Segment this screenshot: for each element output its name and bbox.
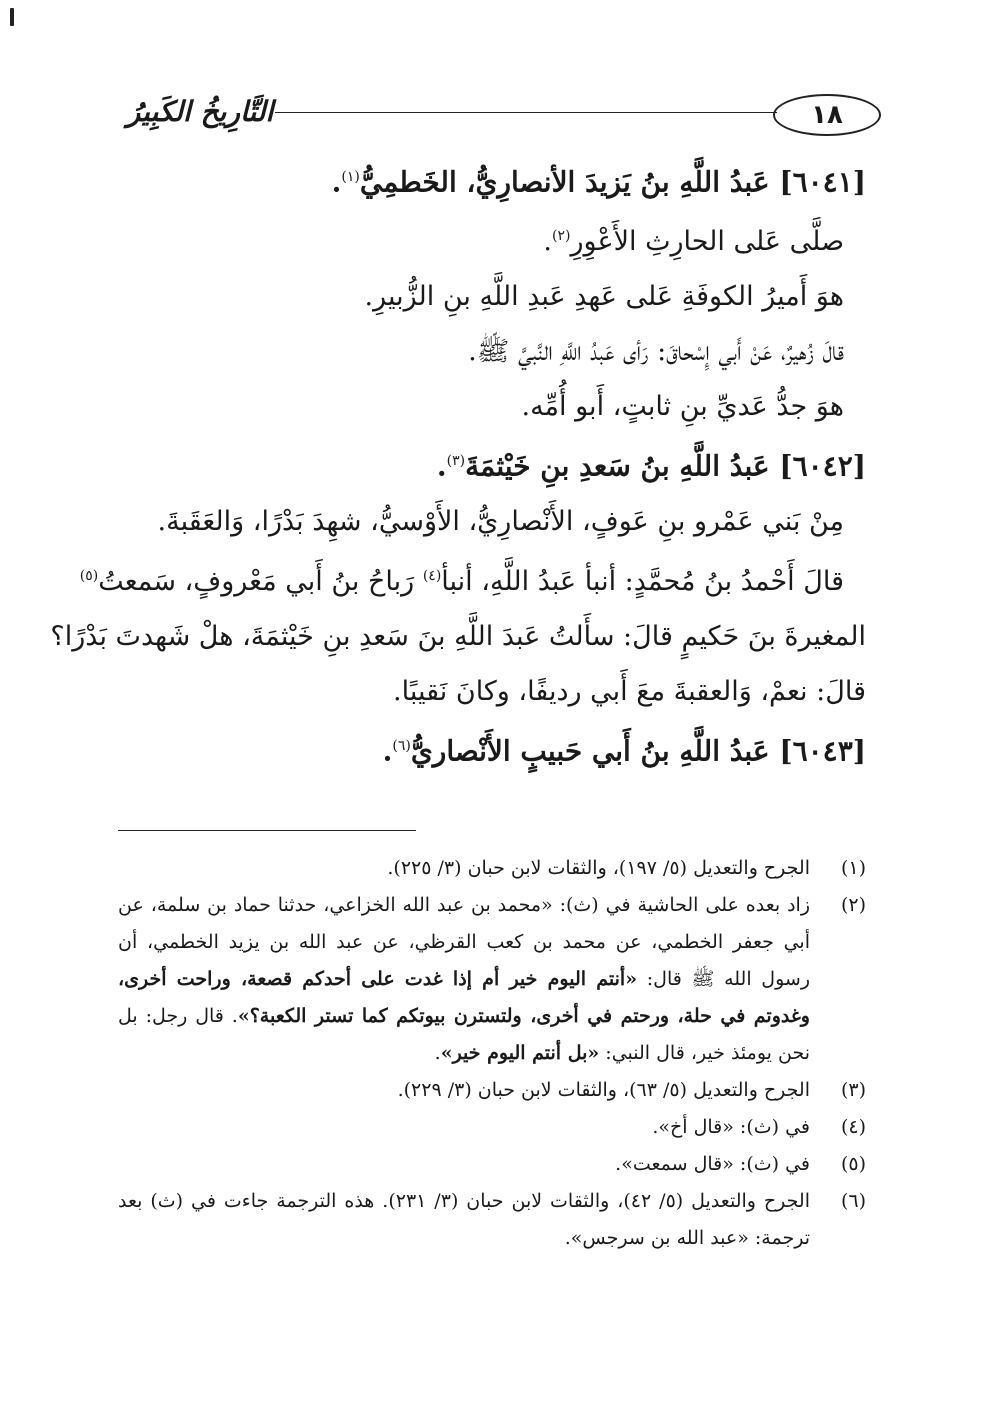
footnote-text: الجرح والتعديل (٥/ ٦٣)، والثقات لابن حبان (٣/ ٢٢٩). (397, 1079, 810, 1101)
footnote-text: زاد بعده على الحاشية في (ث): «محمد بن عبد الله الخزاعي، حدثنا حماد بن سلمة، عن أبي جعفر الخطمي، عن محمد بن كعب القرظي، عن عبد الله بن يزيد الخطمي، أن رسول الله ﷺ قال: «أنتم اليوم خير أم إذا غدت على أحدكم قصعة، وراحت أخرى، وغدوتم في حلة، ورحتم في أخرى، ولتسترن بيوتكم كما تستر الكعبة؟». قال رجل: بل نحن يومئذ خير، قال النبي: «بل أنتم اليوم خير». (118, 894, 810, 1064)
footnote-number: (٣) (840, 1079, 866, 1101)
footnote-ref: (١) (341, 169, 360, 185)
text-line: قالَ أَحْمدُ بنُ مُحمَّدٍ: أنبأ عَبدُ اللَّهِ، أنبأ$^{(٤)}$ رَباحُ بنُ أَبي مَعْروفٍ، سَمعتُ$^{(٥)}$ (79, 565, 844, 597)
footnote (118, 1183, 866, 1257)
footnote-text: الجرح والتعديل (٥/ ١٩٧)، والثقات لابن حبان (٣/ ٢٢٥). (387, 857, 810, 879)
footnote (118, 1109, 866, 1146)
footnote-ref: (٤) (422, 567, 442, 584)
footnote-ref: (٦) (392, 737, 411, 754)
footnote-ref: (٥) (79, 567, 99, 584)
text-line: قالَ زُهيرٌ، عَنْ أَبي إِسْحاقَ: رَأى عَبدُ اللَّهِ النَّبيَّ ﷺ. (468, 336, 844, 368)
book-title: التَّارِيخُ الكَبِيرُ (126, 95, 274, 128)
footnote-ref: (٣) (446, 453, 466, 470)
footnote (118, 850, 866, 887)
footnote (118, 1072, 866, 1109)
text-line: مِنْ بَني عَمْرو بنِ عَوفٍ، الأَنْصارِيُّ، الأَوْسيُّ، شهِدَ بَدْرًا، وَالعَقَبةَ. (157, 505, 844, 537)
scan-mark (10, 8, 14, 26)
text-line: قالَ: نعمْ، وَالعقبةَ معَ أَبي رديفًا، وكانَ نَقيبًا. (393, 675, 866, 707)
entry-6043: [٦٠٤٣] عَبدُ اللَّهِ بنُ أَبي حَبيبٍ الأَنْصاريُّ$^{(٦)}$. (382, 733, 866, 767)
footnote-text: في (ث): «قال سمعت». (615, 1153, 810, 1175)
page-header (125, 92, 881, 144)
footnote-number: (٥) (840, 1153, 866, 1175)
footnote-number: (٤) (840, 1116, 866, 1138)
footnote-number: (٦) (840, 1190, 866, 1212)
footnote-text: الجرح والتعديل (٥/ ٤٢)، والثقات لابن حبان (٣/ ٢٣١). هذه الترجمة جاءت في (ث) بعد ترجمة: «عبد الله بن سرجس». (118, 1190, 810, 1249)
footnote-text: في (ث): «قال أخ». (652, 1116, 810, 1138)
main-text (50, 150, 866, 778)
footnote-separator (118, 830, 416, 831)
footnote (118, 1146, 866, 1183)
page-number: ١٨ (773, 94, 881, 136)
text-line: هوَ أَميرُ الكوفَةِ عَلى عَهدِ عَبدِ اللَّهِ بنِ الزُّبيرِ. (364, 281, 844, 313)
footnotes (118, 850, 866, 1257)
text-line: المغيرةَ بنَ حَكيمٍ قالَ: سأَلتُ عَبدَ اللَّهِ بنَ سَعدِ بنِ خَيْثمَةَ، هلْ شَهدتَ بَدْرًا؟ (50, 620, 866, 652)
footnote-number: (٢) (840, 894, 866, 916)
footnote-number: (١) (840, 857, 866, 879)
hadith-quote: «أنتم اليوم خير أم إذا غدت على أحدكم قصعة، وراحت أخرى، وغدوتم في حلة، ورحتم في أخرى، ولتسترن بيوتكم كما تستر الكعبة؟» (118, 968, 810, 1027)
header-rule (275, 112, 777, 113)
footnote (118, 887, 866, 1072)
text-line: صلَّى عَلى الحارِثِ الأَعْوِرِ$^{(٢)}$. (543, 226, 844, 258)
text-line: هوَ جدُّ عَديِّ بنِ ثابتٍ، أَبو أُمِّه. (521, 391, 844, 423)
hadith-quote: «بل أنتم اليوم خير» (440, 1042, 600, 1064)
footnote-ref: (٢) (552, 228, 571, 245)
entry-6042: [٦٠٤٢] عَبدُ اللَّهِ بنُ سَعدِ بنِ خَيْثمَةَ$^{(٣)}$. (436, 449, 866, 483)
entry-6041: [٦٠٤١] عَبدُ اللَّهِ بنُ يَزيدَ الأنصارِيُّ، الخَطمِيُّ$^{(١)}$. (331, 165, 866, 199)
